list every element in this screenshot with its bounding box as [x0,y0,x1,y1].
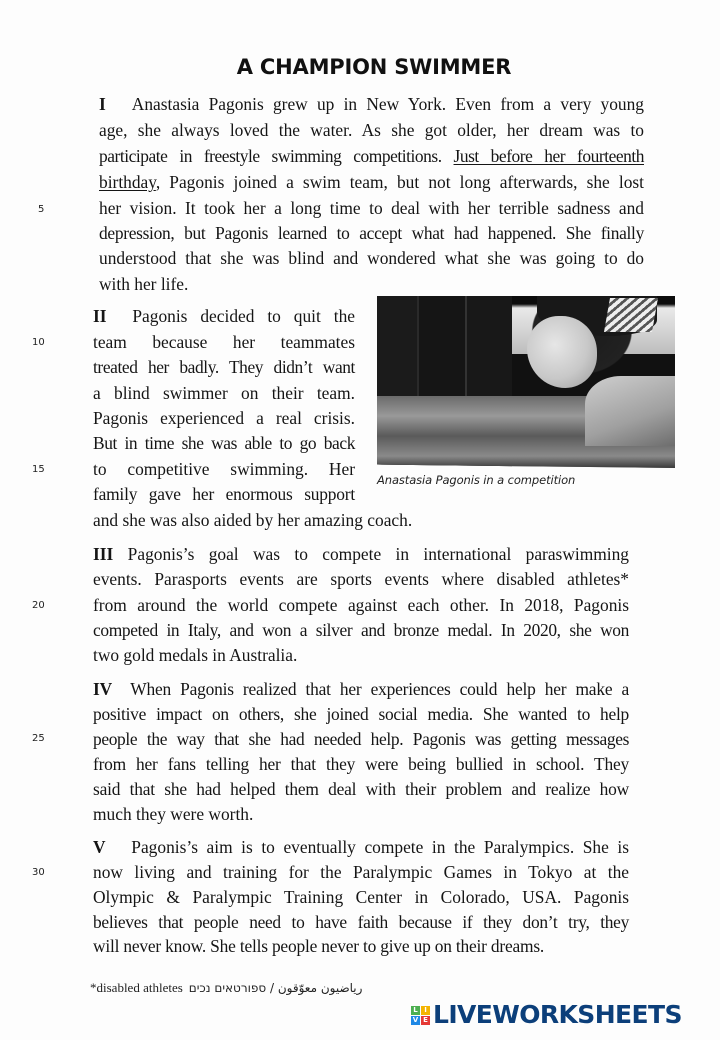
liveworksheets-logo[interactable] [411,1000,682,1030]
underlined-phrase: Just before her fourteenth [453,146,644,166]
text-line: with her life. [99,274,189,294]
text-line: I Anastasia Pagonis grew up in New York. Even from a very young [99,94,644,114]
logo-square-e: E [421,1016,430,1025]
text-line: events. Parasports events are sports events where disabled athletes* [93,569,629,589]
text-line: now living and training for the Paralympic Games in Tokyo at the [93,862,629,882]
line-number: 5 [38,204,45,215]
text-line: said that she had helped them deal with their problem and realize how [93,779,629,799]
line-number: 10 [32,337,45,348]
text-line: competed in Italy, and won a silver and bronze medal. In 2020, she won [93,620,629,640]
text-line: to competitive swimming. Her [93,459,355,479]
text-line: and she was also aided by her amazing coach. [93,510,413,530]
text-line: from around the world compete against each other. In 2018, Pagonis [93,595,629,615]
paragraph-numeral: III [93,544,114,564]
text-line: understood that she was blind and wondered what she was going to do [99,248,644,268]
paragraph-numeral: I [99,94,106,114]
line-number: 15 [32,464,45,475]
logo-square-l: L [411,1006,420,1015]
text-line: II Pagonis decided to quit the [93,306,355,326]
swimmer-photo [377,296,675,468]
photo-caption: Anastasia Pagonis in a competition [377,473,576,487]
text-line: birthday, Pagonis joined a swim team, but not long afterwards, she lost [99,172,644,192]
page-title: A CHAMPION SWIMMER [236,55,512,79]
footnote-term: *disabled athletes [90,980,183,995]
paragraph-numeral: V [93,837,106,857]
logo-square-i: I [421,1006,430,1015]
text-line: a blind swimmer on their team. [93,383,355,403]
text-line: V Pagonis’s aim is to eventually compete in the Paralympics. She is [93,837,629,857]
paragraph-numeral: II [93,306,107,326]
line-number: 25 [32,733,45,744]
text-line: But in time she was able to go back [93,433,355,453]
text-line: two gold medals in Australia. [93,645,298,665]
logo-square-v: V [412,1015,419,1024]
text-line: her vision. It took her a long time to deal with her terrible sadness and [99,198,644,218]
text-line: participate in freestyle swimming competitions. Just before her fourteenth [99,146,644,166]
paragraph-numeral: IV [93,679,112,699]
logo-text: LIVEWORKSHEETS [433,1000,682,1029]
underlined-phrase: birthday [99,172,156,192]
text-line: depression, but Pagonis learned to accept what had happened. She finally [99,223,644,243]
text-line: much they were worth. [93,804,254,824]
line-number: 30 [32,867,45,878]
text-line: IV When Pagonis realized that her experiences could help her make a [93,679,629,699]
text-line: people the way that she had needed help. Pagonis was getting messages [93,729,629,749]
text-line: team because her teammates [93,332,355,352]
shoulder-shape [585,376,675,446]
text-line: will never know. She tells people never to give up on their dreams. [93,936,545,956]
text-line: Pagonis experienced a real crisis. [93,408,355,428]
footnote [90,980,362,996]
face-shape [527,316,597,388]
text-line: positive impact on others, she joined social media. She wanted to help [93,704,629,724]
cap-stripes-shape [604,298,658,332]
text-line: from her fans telling her that they were being bullied in school. They [93,754,629,774]
text-line: Olympic & Paralympic Training Center in Colorado, USA. Pagonis [93,887,629,907]
line-number: 20 [32,600,45,611]
text-line: age, she always loved the water. As she got older, her dream was to [99,120,644,140]
footnote-translations: رياضيون معوّقون / ספורטאים נכים [188,981,363,995]
text-line: family gave her enormous support [93,484,355,504]
logo-squares-icon [411,1006,430,1025]
text-line: III Pagonis’s goal was to compete in international paraswimming [93,544,629,564]
text-line: believes that people need to have faith because if they don’t try, they [93,912,629,932]
text-line: treated her badly. They didn’t want [93,357,355,377]
